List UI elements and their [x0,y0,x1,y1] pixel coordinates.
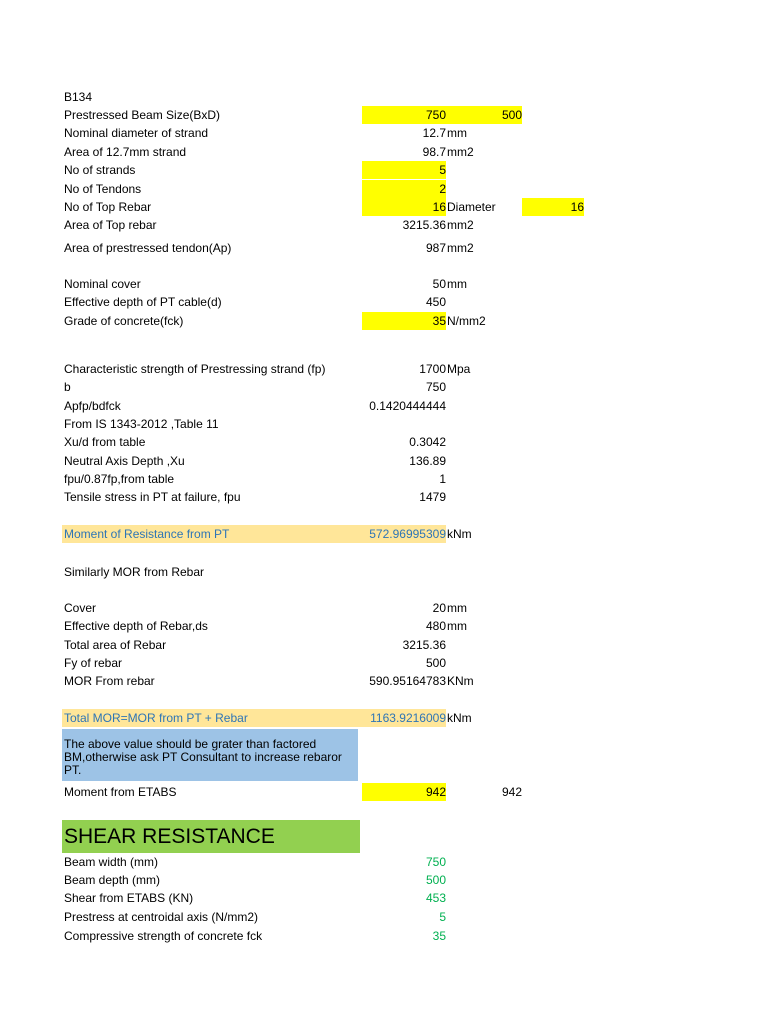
xud-value[interactable]: 0.3042 [409,435,446,449]
rebar-area-value[interactable]: 3215.36 [402,638,446,652]
shear-width-value[interactable]: 750 [425,855,446,869]
beam-size-d[interactable]: 500 [446,106,522,124]
etabs-moment-label: Moment from ETABS [64,785,177,799]
shear-depth-label: Beam depth (mm) [64,873,161,887]
xu-label: Neutral Axis Depth ,Xu [64,454,185,468]
rebar-cover-value[interactable]: 20 [432,601,446,615]
cover-label: Nominal cover [64,277,141,291]
top-rebar-area-unit: mm2 [447,218,474,232]
strand-area-unit: mm2 [447,145,474,159]
prestress-label: Prestress at centroidal axis (N/mm2) [64,910,259,924]
mor-pt-value[interactable]: 572.96995309 [362,525,446,543]
strand-dia-value[interactable]: 12.7 [422,126,446,140]
fpu-ratio-value[interactable]: 1 [439,472,446,486]
strand-dia-unit: mm [447,126,467,140]
etabs-moment-value-2[interactable]: 942 [501,785,522,799]
top-rebar-area-value[interactable]: 3215.36 [402,218,446,232]
ds-value[interactable]: 480 [425,619,446,633]
ds-unit: mm [447,619,467,633]
ratio-label: Apfp/bdfck [64,399,121,413]
mor-pt-label: Moment of Resistance from PT [62,525,362,543]
xu-value[interactable]: 136.89 [409,454,446,468]
b-label: b [64,380,71,394]
b-value[interactable]: 750 [425,380,446,394]
total-mor-unit: kNm [447,711,472,725]
similarly-label: Similarly MOR from Rebar [64,565,205,579]
strand-area-label: Area of 12.7mm strand [64,145,187,159]
shear-depth-value[interactable]: 500 [425,873,446,887]
no-tendons-label: No of Tendons [64,182,142,196]
shear-width-label: Beam width (mm) [64,855,159,869]
top-rebar-value[interactable]: 16 [362,198,446,216]
fy-label: Fy of rebar [64,656,123,670]
fp-label: Characteristic strength of Prestressing strand (fp) [64,362,326,376]
total-mor-value[interactable]: 1163.9216009 [362,709,446,727]
ap-value[interactable]: 987 [425,241,446,255]
shear-etabs-label: Shear from ETABS (KN) [64,891,194,905]
rebar-cover-label: Cover [64,601,97,615]
fp-value[interactable]: 1700 [419,362,446,376]
shear-fck-label: Compressive strength of concrete fck [64,929,263,943]
ap-label: Area of prestressed tendon(Ap) [64,241,232,255]
no-tendons-value[interactable]: 2 [362,180,446,198]
shear-resistance-heading: SHEAR RESISTANCE [62,820,360,853]
no-strands-label: No of strands [64,163,136,177]
fck-value[interactable]: 35 [362,312,446,330]
diameter-label: Diameter [447,200,496,214]
is-ref-label: From IS 1343-2012 ,Table 11 [64,417,219,431]
diameter-value[interactable]: 16 [522,198,584,216]
fp-unit: Mpa [447,362,471,376]
mor-rebar-value[interactable]: 590.95164783 [369,674,446,688]
cover-unit: mm [447,277,467,291]
rebar-area-label: Total area of Rebar [64,638,167,652]
shear-etabs-value[interactable]: 453 [425,891,446,905]
ap-unit: mm2 [447,241,474,255]
xud-label: Xu/d from table [64,435,146,449]
fpu-value[interactable]: 1479 [419,490,446,504]
fck-label: Grade of concrete(fck) [64,314,184,328]
no-strands-value[interactable]: 5 [362,161,446,179]
top-rebar-area-label: Area of Top rebar [64,218,157,232]
beam-size-b[interactable]: 750 [362,106,446,124]
fpu-label: Tensile stress in PT at failure, fpu [64,490,241,504]
shear-fck-value[interactable]: 35 [432,929,446,943]
mor-rebar-label: MOR From rebar [64,674,155,688]
rebar-cover-unit: mm [447,601,467,615]
mor-pt-unit: kNm [447,527,472,541]
mor-rebar-unit: KNm [447,674,474,688]
top-rebar-label: No of Top Rebar [64,200,152,214]
ratio-value[interactable]: 0.1420444444 [369,399,446,413]
design-note: The above value should be grater than factored BM,otherwise ask PT Consultant to increase rebaror PT. [62,729,358,781]
strand-area-value[interactable]: 98.7 [422,145,446,159]
eff-depth-label: Effective depth of PT cable(d) [64,295,222,309]
fy-value[interactable]: 500 [425,656,446,670]
etabs-moment-value[interactable]: 942 [362,783,446,801]
eff-depth-value[interactable]: 450 [425,295,446,309]
cover-value[interactable]: 50 [432,277,446,291]
ds-label: Effective depth of Rebar,ds [64,619,208,633]
prestress-value[interactable]: 5 [439,910,446,924]
beam-id: B134 [64,90,93,104]
total-mor-label: Total MOR=MOR from PT + Rebar [62,709,362,727]
fck-unit: N/mm2 [447,314,486,328]
strand-dia-label: Nominal diameter of strand [64,126,209,140]
fpu-ratio-label: fpu/0.87fp,from table [64,472,175,486]
beam-size-label: Prestressed Beam Size(BxD) [64,108,221,122]
